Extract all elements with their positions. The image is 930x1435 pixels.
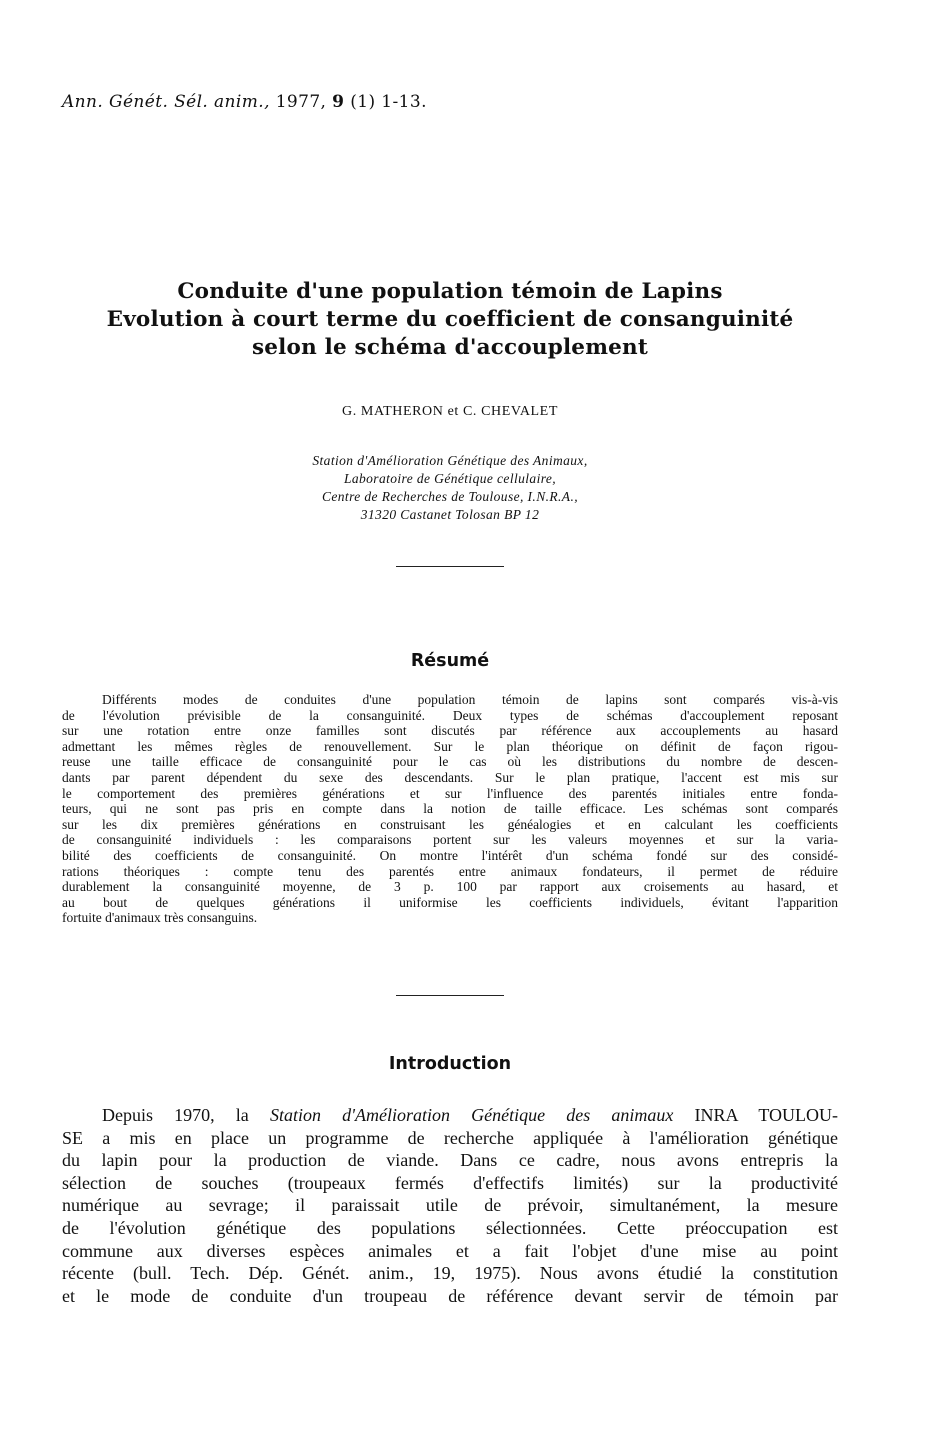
intro-line (62, 1104, 838, 1127)
abstract-line: fortuite d'animaux très consanguins. (62, 910, 258, 926)
divider (396, 995, 504, 996)
abstract-line: au bout de quelques générations il uniformise les coefficients individuels, évitant l'apparition (62, 894, 838, 910)
intro-line: numérique au sevrage; il paraissait utile de prévoir, simultanément, la mesure (62, 1195, 838, 1216)
abstract-line: de consanguinité individuels : les comparaisons portent sur les valeurs moyennes et sur la varia- (62, 832, 838, 848)
abstract-line: dants par parent dépendent du sexe des descendants. Sur le plan pratique, l'accent est mis sur (62, 769, 838, 785)
intro-line: du lapin pour la production de viande. Dans ce cadre, nous avons entrepris la (62, 1150, 838, 1171)
abstract-line: sur les dix premières générations en construisant les généalogies et en calculant les coefficients (62, 816, 838, 832)
intro-line: sélection de souches (troupeaux fermés d'effectifs limités) sur la productivité (62, 1172, 838, 1193)
abstract-body (62, 692, 838, 926)
affiliation-line: Station d'Amélioration Génétique des Animaux, (312, 453, 588, 468)
abstract-line: bilité des coefficients de consanguinité. On montre l'intérêt d'un schéma fondé sur des considé- (62, 847, 838, 863)
abstract-heading: Résumé (410, 651, 490, 671)
introduction-heading: Introduction (388, 1054, 512, 1074)
abstract-line: de l'évolution prévisible de la consanguinité. Deux types de schémas d'accouplement reposant (62, 707, 838, 723)
intro-text: INRA TOULOU- (673, 1105, 839, 1125)
abstract-line: rations théoriques : compte tenu des parentés entre animaux fondateurs, il permet de réduire (62, 863, 838, 879)
journal-year: 1977, (275, 92, 327, 112)
journal-reference (62, 92, 427, 112)
title-line: Conduite d'une population témoin de Lapins (177, 279, 723, 304)
intro-line: de l'évolution génétique des populations sélectionnées. Cette préoccupation est (62, 1217, 838, 1238)
affiliation-line: Laboratoire de Génétique cellulaire, (343, 471, 557, 486)
abstract-line: reuse une taille efficace de consanguinité pour le cas où les distributions du nombre de descen- (62, 754, 838, 770)
intro-line: commune aux diverses espèces animales et a fait l'objet d'une mise au point (62, 1240, 838, 1261)
affiliation-line: Centre de Recherches de Toulouse, I.N.R.A., (321, 489, 579, 504)
journal-issue-pages: (1) 1-13. (350, 92, 427, 112)
abstract-line: durablement la consanguinité moyenne, de 3 p. 100 par rapport aux croisements au hasard, et (62, 879, 838, 895)
abstract-line: admettant les mêmes règles de renouvellement. Sur le plan théorique on définit de façon rigou- (62, 738, 838, 754)
title-line: selon le schéma d'accouplement (252, 335, 648, 360)
abstract-line: sur une rotation entre onze familles sont discutés par référence aux accouplements au hasard (62, 723, 838, 739)
intro-line: SE a mis en place un programme de recherche appliquée à l'amélioration génétique (62, 1127, 838, 1148)
abstract-line: le comportement des premières générations et sur l'influence des parentés initiales entre fonda- (62, 785, 838, 801)
journal-volume: 9 (332, 92, 345, 112)
intro-line: récente (bull. Tech. Dép. Génét. anim., 19, 1975). Nous avons étudié la constitution (62, 1263, 838, 1284)
intro-line: et le mode de conduite d'un troupeau de référence devant servir de témoin par (62, 1285, 838, 1306)
divider (396, 566, 504, 567)
title-line: Evolution à court terme du coefficient de consanguinité (106, 307, 794, 332)
affiliation (60, 452, 840, 524)
institution-name: Station d'Amélioration Génétique des animaux (269, 1105, 674, 1125)
article-title (60, 278, 840, 362)
affiliation-line: 31320 Castanet Tolosan BP 12 (360, 507, 540, 522)
journal-title: Ann. Génét. Sél. anim., (62, 92, 270, 112)
authors: G. MATHERON et C. CHEVALET (341, 404, 558, 419)
abstract-line: Différents modes de conduites d'une population témoin de lapins sont comparés vis-à-vis (102, 692, 838, 707)
intro-text: Depuis 1970, la (102, 1105, 270, 1125)
introduction-body (62, 1104, 838, 1307)
abstract-line: teurs, qui ne sont pas pris en compte dans la notion de taille efficace. Les schémas sont comparés (62, 801, 838, 817)
